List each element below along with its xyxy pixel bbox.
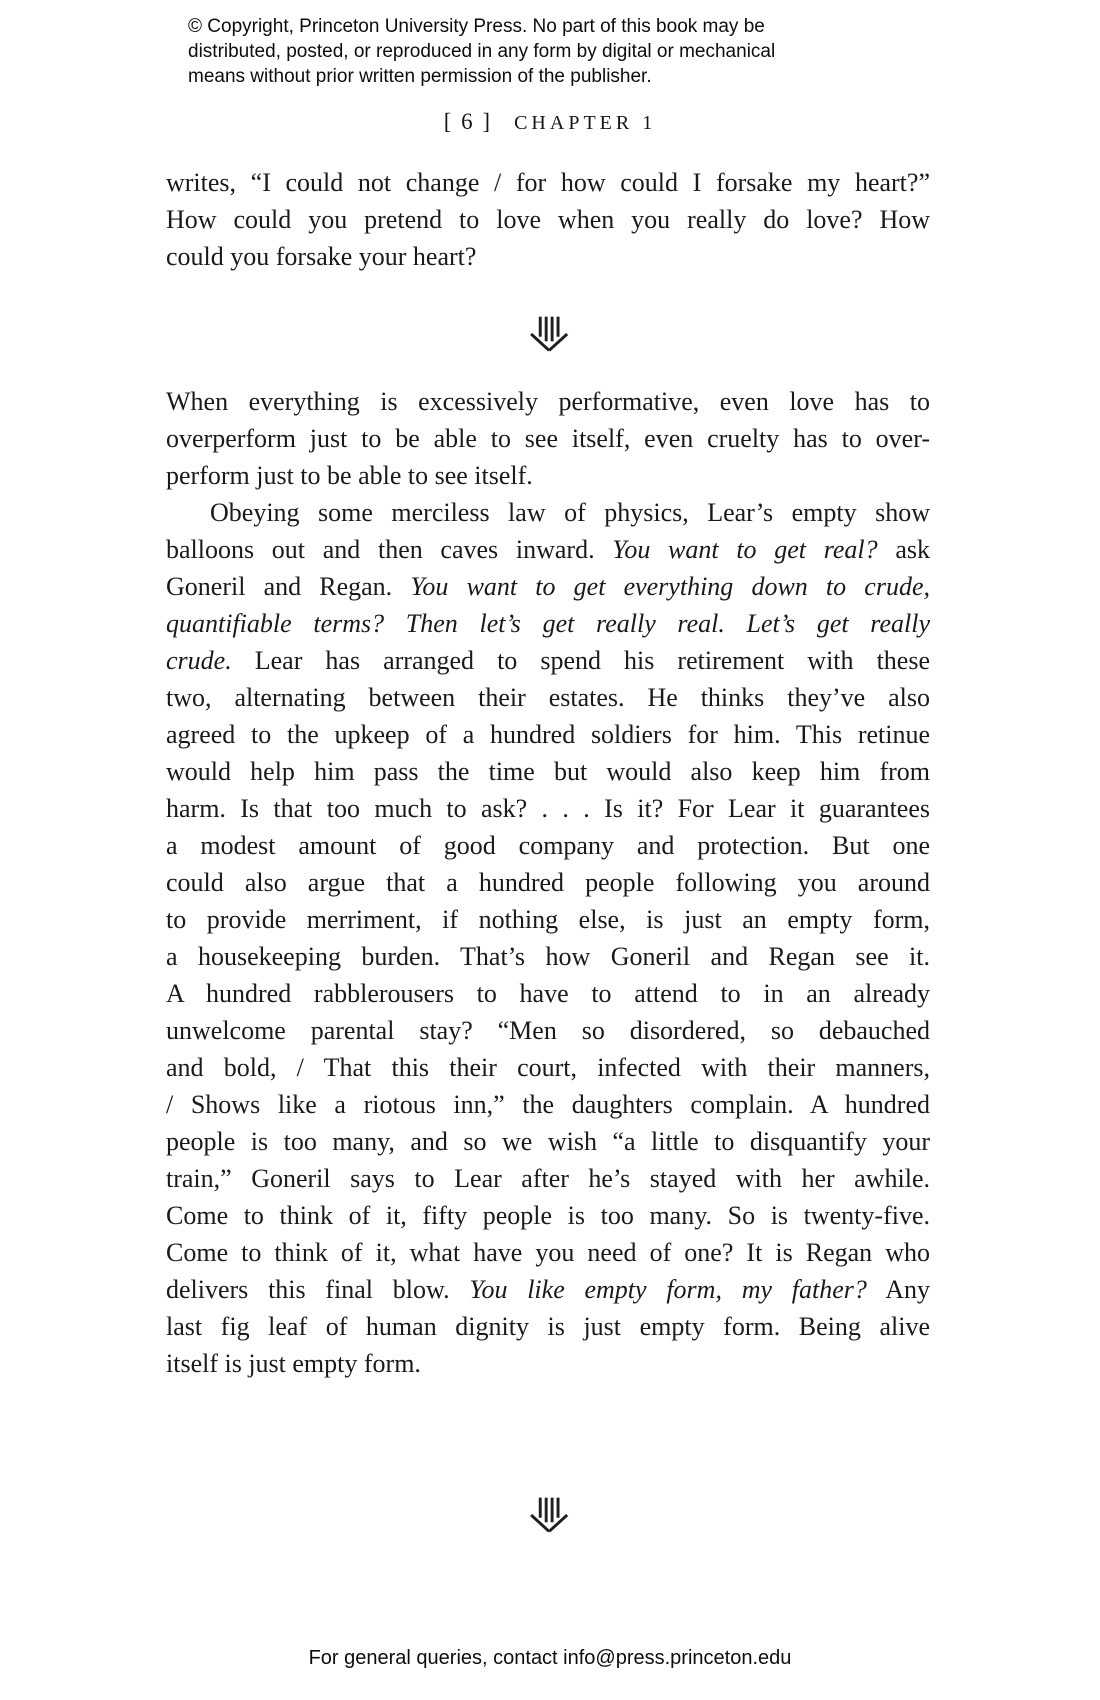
text-run: Any (866, 1275, 931, 1304)
text-run: would help him pass the time but would also keep him from (166, 757, 930, 786)
text-line (166, 1271, 930, 1308)
text-run: Come to think of it, what have you need of one? It is Regan who (166, 1238, 930, 1267)
text-line (166, 1012, 930, 1049)
text-run: balloons out and then caves inward. (166, 535, 613, 564)
text-line (166, 494, 930, 531)
text-line (166, 568, 930, 605)
text-run: unwelcome parental stay? “Men so disordered, so debauched (166, 1016, 930, 1045)
text-run: ask (877, 535, 930, 564)
italic-text-run: You like empty form, my father? (469, 1275, 867, 1304)
chapter-heading: CHAPTER 1 (514, 112, 657, 134)
text-line (166, 457, 930, 494)
text-run: to provide merriment, if nothing else, is just an empty form, (166, 905, 930, 934)
text-line (166, 605, 930, 642)
text-line (166, 975, 930, 1012)
text-line (166, 531, 930, 568)
text-run: could also argue that a hundred people following you around (166, 868, 930, 897)
text-run: delivers this final blow. (166, 1275, 470, 1304)
text-line (166, 1308, 930, 1345)
body-paragraph (166, 383, 930, 494)
text-line (166, 164, 930, 201)
copyright-notice (188, 14, 1100, 89)
text-line (166, 790, 930, 827)
copyright-line: means without prior written permission of the publisher. (188, 66, 652, 87)
text-run: a housekeeping burden. That’s how Goneril and Regan see it. (166, 942, 930, 971)
text-line (166, 1234, 930, 1271)
text-line (166, 1345, 930, 1382)
text-run: and bold, / That this their court, infected with their manners, (166, 1053, 930, 1082)
text-run: How could you pretend to love when you really do love? How (166, 205, 930, 234)
text-run: / Shows like a riotous inn,” the daughters complain. A hundred (166, 1090, 930, 1119)
text-line (166, 1049, 930, 1086)
text-line (166, 716, 930, 753)
page-body (0, 164, 1100, 1534)
text-run: Goneril and Regan. (166, 572, 411, 601)
text-run: could you forsake your heart? (166, 242, 477, 271)
text-run: train,” Goneril says to Lear after he’s stayed with her awhile. (166, 1164, 930, 1193)
text-line (166, 679, 930, 716)
text-run: Lear has arranged to spend his retirement with these (231, 646, 930, 675)
text-line (166, 642, 930, 679)
text-run: overperform just to be able to see itself, even cruelty has to over- (166, 424, 930, 453)
down-arrow-icon (527, 315, 569, 353)
text-run: harm. Is that too much to ask? . . . Is it? For Lear it guarantees (166, 794, 930, 823)
text-run: people is too many, and so we wish “a little to disquantify your (166, 1127, 930, 1156)
text-run: When everything is excessively performative, even love has to (166, 387, 930, 416)
copyright-line: distributed, posted, or reproduced in any form by digital or mechanical (188, 41, 776, 62)
italic-text-run: crude. (166, 646, 232, 675)
text-line (166, 420, 930, 457)
text-line (166, 753, 930, 790)
text-line (166, 1160, 930, 1197)
section-break-ornament (166, 1496, 930, 1534)
running-head (0, 107, 1100, 140)
text-run: perform just to be able to see itself. (166, 461, 533, 490)
text-line (166, 827, 930, 864)
body-paragraph (166, 494, 930, 1382)
text-line (166, 1086, 930, 1123)
section-break-ornament (166, 315, 930, 353)
text-run: A hundred rabblerousers to have to attend to in an already (166, 979, 930, 1008)
text-line (166, 1123, 930, 1160)
text-run: writes, “I could not change / for how could I forsake my heart?” (166, 168, 930, 197)
text-run: last fig leaf of human dignity is just empty form. Being alive (166, 1312, 930, 1341)
text-run: itself is just empty form. (166, 1349, 421, 1378)
body-paragraph (166, 164, 930, 275)
footer-contact: For general queries, contact info@press.princeton.edu (308, 1647, 792, 1669)
text-line (166, 938, 930, 975)
down-arrow-icon (527, 1496, 569, 1534)
page-number: [ 6 ] (443, 109, 493, 134)
italic-text-run: You want to get real? (612, 535, 878, 564)
italic-text-run: You want to get everything down to crude, (410, 572, 930, 601)
text-run: agreed to the upkeep of a hundred soldiers for him. This retinue (166, 720, 930, 749)
text-run: a modest amount of good company and protection. But one (166, 831, 930, 860)
text-line (166, 864, 930, 901)
text-run: Obeying some merciless law of physics, Lear’s empty show (210, 498, 930, 527)
text-line (166, 1197, 930, 1234)
text-run: two, alternating between their estates. He thinks they’ve also (166, 683, 930, 712)
text-run: Come to think of it, fifty people is too many. So is twenty-five. (166, 1201, 930, 1230)
text-line (166, 383, 930, 420)
text-line (166, 238, 930, 275)
italic-text-run: quantifiable terms? Then let’s get really real. Let’s get really (166, 609, 930, 638)
copyright-line: © Copyright, Princeton University Press. No part of this book may be (188, 16, 765, 37)
text-line (166, 901, 930, 938)
text-line (166, 201, 930, 238)
